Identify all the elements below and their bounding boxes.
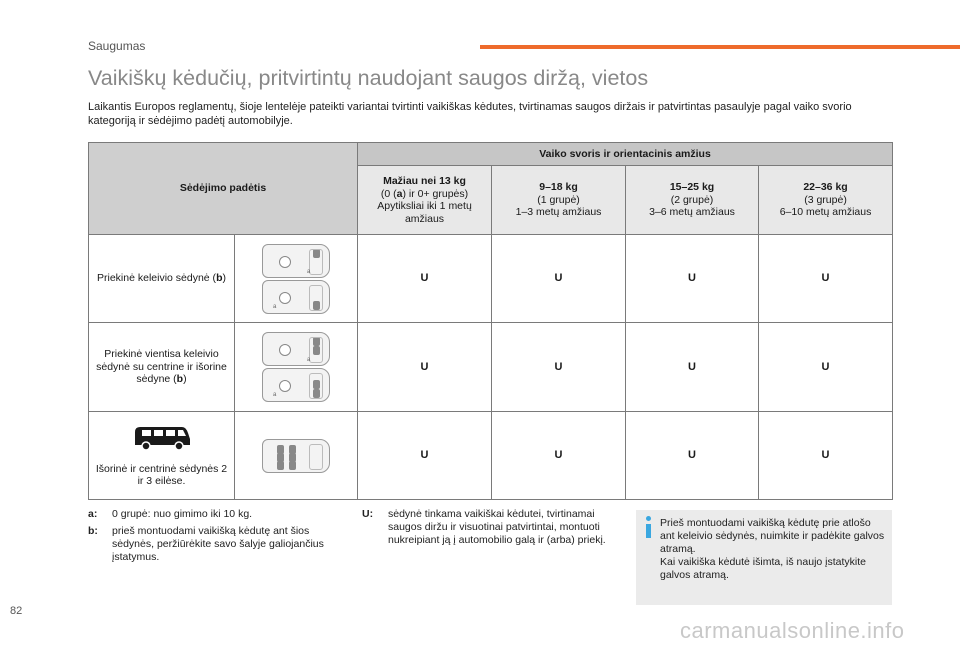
- table-row: [89, 235, 893, 323]
- car-top-view-icon: [262, 439, 330, 473]
- value-cell: U: [358, 235, 492, 323]
- value-cell: U: [759, 323, 893, 412]
- car-top-view-icon: a: [262, 368, 330, 402]
- footnote-a: a: 0 grupė: nuo gimimo iki 10 kg.: [88, 508, 253, 520]
- row-label: Išorinė ir centrinė sėdynės 2 ir 3 eilėse.: [89, 412, 235, 500]
- value-cell: U: [358, 323, 492, 412]
- value-cell: U: [492, 235, 626, 323]
- value-cell: U: [626, 235, 759, 323]
- group-2-header: 15–25 kg (2 grupė) 3–6 metų amžiaus: [626, 166, 759, 235]
- info-text-1: Prieš montuodami vaikišką kėdutę prie atlošo ant keleivio sėdynės, nuimkite ir padėkite galvos atramą.: [660, 517, 885, 555]
- car-top-view-icon: a: [262, 244, 330, 278]
- seat-diagram: [235, 235, 358, 323]
- footnote-u: U: sėdynė tinkama vaikiškai kėdutei, tvirtinamai saugos diržu ir visuotinai patvirtintai, montuoti nukreipiant ją į automobilio galą ir (arba) priekį.: [362, 508, 606, 546]
- info-box: [636, 510, 892, 605]
- child-seat-table: [88, 142, 893, 500]
- info-text-2: Kai vaikiška kėdutė išimta, iš naujo įstatykite galvos atramą.: [660, 556, 867, 581]
- intro-paragraph: Laikantis Europos reglamentų, šioje lentelėje pateikti variantai tvirtinti vaikiškas kėdutes, tvirtinamas saugos diržais ir patvirtintas pasaulyje pagal vaiko svorio kategoriją ir sėdėjimo padėtį automobilyje.: [88, 101, 852, 127]
- row-label: Priekinė keleivio sėdynė (b): [89, 235, 235, 323]
- value-cell: U: [358, 412, 492, 500]
- value-cell: U: [492, 323, 626, 412]
- seat-diagram: [235, 412, 358, 500]
- accent-bar: [480, 45, 960, 49]
- page-title: Vaikiškų kėdučių, pritvirtintų naudojant saugos diržą, vietos: [88, 66, 649, 90]
- footnote-b: b: prieš montuodami vaikišką kėdutę ant šios sėdynės, peržiūrėkite savo šalyje galiojančius įstatymus.: [88, 525, 324, 563]
- row-label: Priekinė vientisa keleivio sėdynė su centrine ir išorine sėdyne (b): [89, 323, 235, 412]
- seat-position-header: Sėdėjimo padėtis: [89, 143, 358, 235]
- section-title: Saugumas: [88, 39, 146, 53]
- table-row: [89, 412, 893, 500]
- table-row: [89, 323, 893, 412]
- group-0-header: Mažiau nei 13 kg (0 (a) ir 0+ grupės) Apytiksliai iki 1 metų amžiaus: [358, 166, 492, 235]
- watermark: carmanualsonline.info: [680, 618, 905, 643]
- car-top-view-icon: a: [262, 280, 330, 314]
- value-cell: U: [492, 412, 626, 500]
- van-icon: [132, 423, 192, 453]
- info-icon: [646, 516, 651, 538]
- value-cell: U: [626, 412, 759, 500]
- group-3-header: 22–36 kg (3 grupė) 6–10 metų amžiaus: [759, 166, 893, 235]
- value-cell: U: [626, 323, 759, 412]
- weight-age-header: Vaiko svoris ir orientacinis amžius: [358, 143, 893, 166]
- page-number: 82: [10, 605, 23, 617]
- value-cell: U: [759, 412, 893, 500]
- car-top-view-icon: a: [262, 332, 330, 366]
- seat-diagram: [235, 323, 358, 412]
- group-1-header: 9–18 kg (1 grupė) 1–3 metų amžiaus: [492, 166, 626, 235]
- value-cell: U: [759, 235, 893, 323]
